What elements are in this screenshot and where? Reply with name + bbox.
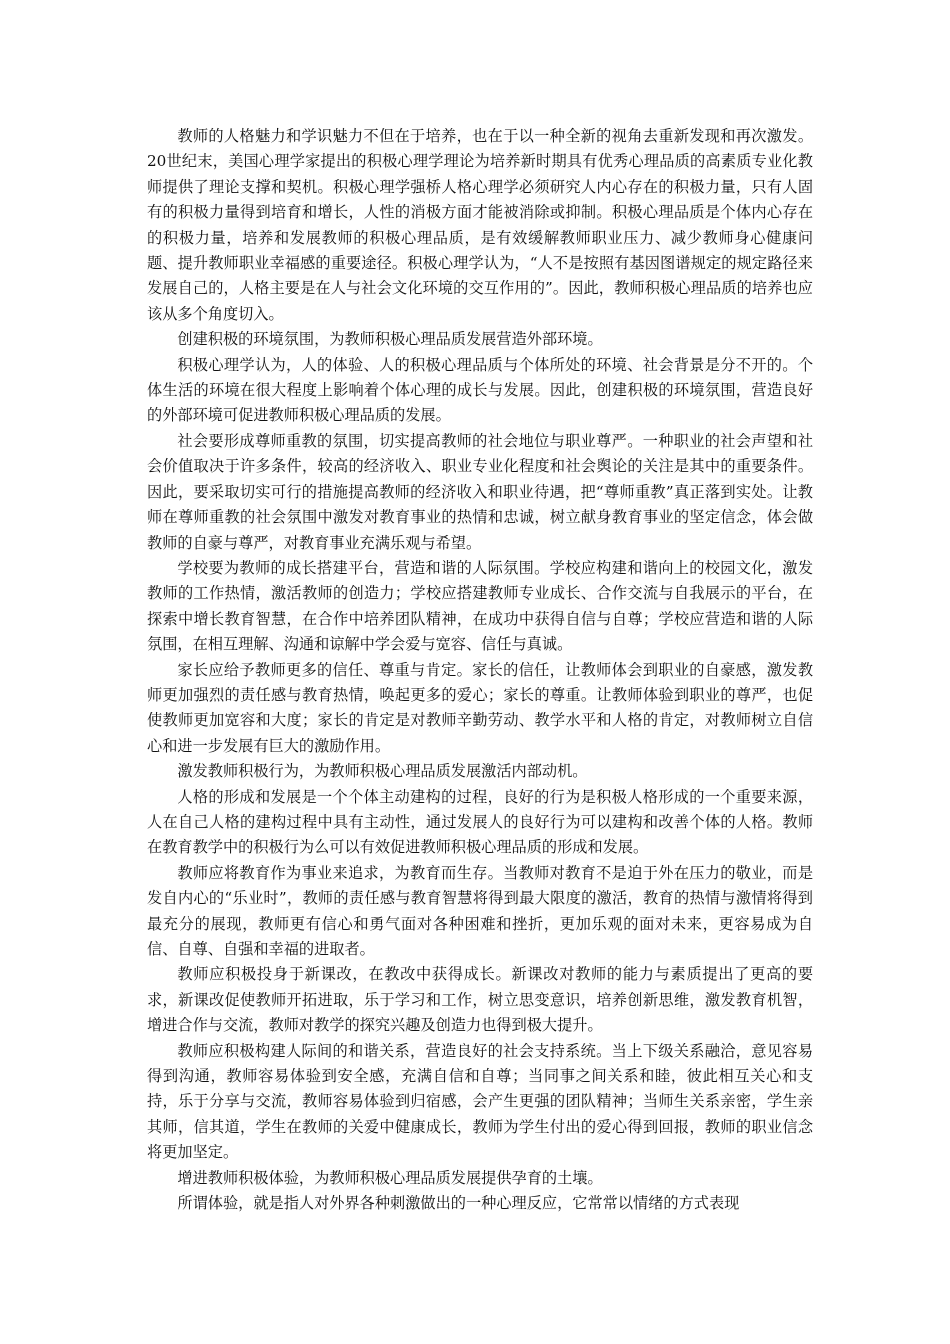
paragraph: 教师应将教育作为事业来追求，为教育而生存。当教师对教育不是迫于外在压力的敬业，而是发自内心的“乐业时”，教师的责任感与教育智慧将得到最大限度的激活，教育的热情与激情将得到最充分的展现，教师更有信心和勇气面对各种困难和挫折，更加乐观的面对未来，更容易成为自信、自尊、自强和幸福的进取者。 <box>147 863 813 958</box>
paragraph: 教师应积极构建人际间的和谐关系，营造良好的社会支持系统。当上下级关系融洽，意见容易得到沟通，教师容易体验到安全感，充满自信和自尊；当同事之间关系和睦，彼此相互关心和支持，乐于分享与交流，教师容易体验到归宿感，会产生更强的团队精神；当师生关系亲密，学生亲其师，信其道，学生在教师的关爱中健康成长，教师为学生付出的爱心得到回报，教师的职业信念将更加坚定。 <box>147 1041 813 1162</box>
document-body <box>147 124 813 1216</box>
paragraph: 教师应积极投身于新课改，在教改中获得成长。新课改对教师的能力与素质提出了更高的要求，新课改促使教师开拓进取，乐于学习和工作，树立思变意识，培养创新思维，激发教育机智，增进合作与交流，教师对教学的探究兴趣及创造力也得到极大提升。 <box>147 965 813 1035</box>
section-heading: 增进教师积极体验，为教师积极心理品质发展提供孕育的土壤。 <box>177 1168 603 1187</box>
paragraph: 家长应给予教师更多的信任、尊重与肯定。家长的信任，让教师体会到职业的自豪感，激发教师更加强烈的责任感与教育热情，唤起更多的爱心；家长的尊重。让教师体验到职业的尊严，也促使教师更加宽容和大度；家长的肯定是对教师辛勤劳动、教学水平和人格的肯定，对教师树立自信心和进一步发展有巨大的激励作用。 <box>147 660 813 755</box>
paragraph: 教师的人格魅力和学识魅力不但在于培养，也在于以一种全新的视角去重新发现和再次激发。20世纪末，美国心理学家提出的积极心理学理论为培养新时期具有优秀心理品质的高素质专业化教师提供了理论支撑和契机。积极心理学强桥人格心理学必须研究人内心存在的积极力量，只有人固有的积极力量得到培育和增长，人性的消极方面才能被消除或抑制。积极心理品质是个体内心存在的积极力量，培养和发展教师的积极心理品质，是有效缓解教师职业压力、减少教师身心健康问题、提升教师职业幸福感的重要途径。积极心理学认为，“人不是按照有基因图谱规定的规定路径来发展自己的，人格主要是在人与社会文化环境的交互作用的”。因此，教师积极心理品质的培养也应该从多个角度切入。 <box>147 127 813 323</box>
paragraph: 社会要形成尊师重教的氛围，切实提高教师的社会地位与职业尊严。一种职业的社会声望和社会价值取决于许多条件，较高的经济收入、职业专业化程度和社会舆论的关注是其中的重要条件。因此，要采取切实可行的措施提高教师的经济收入和职业待遇，把“尊师重教”真正落到实处。让教师在尊师重教的社会氛围中激发对教育事业的热情和忠诚，树立献身教育事业的坚定信念，体会做教师的自豪与尊严，对教育事业充满乐观与希望。 <box>147 431 813 552</box>
paragraph: 所谓体验，就是指人对外界各种刺激做出的一种心理反应，它常常以情绪的方式表现 <box>177 1194 740 1213</box>
section-heading: 创建积极的环境氛围，为教师积极心理品质发展营造外部环境。 <box>177 330 603 349</box>
section-heading: 激发教师积极行为，为教师积极心理品质发展激活内部动机。 <box>177 762 588 781</box>
paragraph: 积极心理学认为，人的体验、人的积极心理品质与个体所处的环境、社会背景是分不开的。个体生活的环境在很大程度上影响着个体心理的成长与发展。因此，创建积极的环境氛围，营造良好的外部环境可促进教师积极心理品质的发展。 <box>147 355 813 425</box>
paragraph: 学校要为教师的成长搭建平台，营造和谐的人际氛围。学校应构建和谐向上的校园文化，激发教师的工作热情，激活教师的创造力；学校应搭建教师专业成长、合作交流与自我展示的平台，在探索中增长教育智慧，在合作中培养团队精神，在成功中获得自信与自尊；学校应营造和谐的人际氛围，在相互理解、沟通和谅解中学会爱与宽容、信任与真诚。 <box>147 558 813 654</box>
paragraph: 人格的形成和发展是一个个体主动建构的过程，良好的行为是积极人格形成的一个重要来源，人在自己人格的建构过程中具有主动性，通过发展人的良好行为可以建构和改善个体的人格。教师在教育教学中的积极行为么可以有效促进教师积极心理品质的形成和发展。 <box>147 787 813 857</box>
